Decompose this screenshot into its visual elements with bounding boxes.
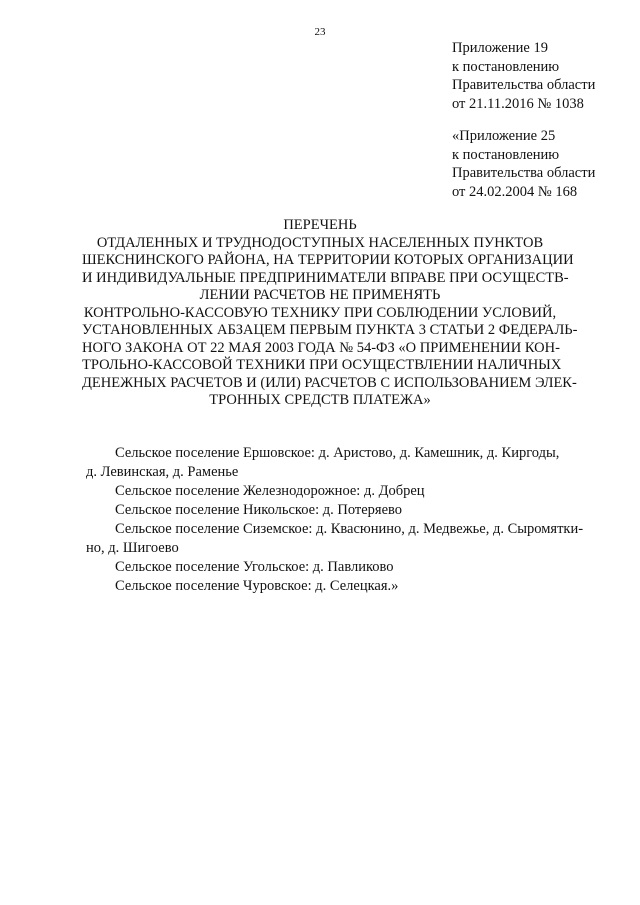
appendix-19-line-1: Приложение 19: [452, 40, 548, 56]
appendix-25-line-2: к постановлению: [452, 146, 560, 163]
title-heading: ПЕРЕЧЕНЬ: [283, 217, 357, 233]
document-title: [82, 217, 578, 410]
settlement-ugolskoe: Сельское поселение Угольское: д. Павликово: [115, 559, 394, 575]
settlement-sizemskoe-line-2: но, д. Шигоево: [86, 540, 179, 556]
title-line: ДЕНЕЖНЫХ РАСЧЕТОВ И (ИЛИ) РАСЧЕТОВ С ИСПОЛЬЗОВАНИЕМ ЭЛЕК-: [82, 374, 577, 391]
settlements-list: [86, 444, 584, 596]
settlement-nikolskoe: Сельское поселение Никольское: д. Потеряево: [115, 502, 403, 518]
settlement-zheleznodorozhnoe: Сельское поселение Железнодорожное: д. Добрец: [115, 483, 425, 499]
appendix-19-line-2: к постановлению: [452, 58, 560, 75]
title-line: УСТАНОВЛЕННЫХ АБЗАЦЕМ ПЕРВЫМ ПУНКТА 3 СТАТЬИ 2 ФЕДЕРАЛЬ-: [82, 322, 578, 338]
title-line: ТРОННЫХ СРЕДСТВ ПЛАТЕЖА»: [209, 392, 431, 408]
title-line: НОГО ЗАКОНА ОТ 22 МАЯ 2003 ГОДА № 54-ФЗ «О ПРИМЕНЕНИИ КОН-: [82, 339, 560, 356]
appendix-25-line-3: Правительства области: [452, 165, 596, 181]
title-line: ОТДАЛЕННЫХ И ТРУДНОДОСТУПНЫХ НАСЕЛЕННЫХ ПУНКТОВ: [96, 234, 544, 251]
appendix-19-line-3: Правительства области: [452, 77, 596, 93]
page-number: 23: [314, 26, 326, 38]
title-line: КОНТРОЛЬНО-КАССОВУЮ ТЕХНИКУ ПРИ СОБЛЮДЕНИИ УСЛОВИЙ,: [83, 304, 557, 321]
settlement-churovskoe: Сельское поселение Чуровское: д. Селецкая.»: [115, 578, 399, 594]
settlement-ershovskoe-line-2: д. Левинская, д. Раменье: [86, 464, 239, 480]
title-line: И ИНДИВИДУАЛЬНЫЕ ПРЕДПРИНИМАТЕЛИ ВПРАВЕ ПРИ ОСУЩЕСТВ-: [82, 269, 569, 286]
appendix-19-block: [452, 39, 632, 113]
appendix-25-block: [452, 127, 632, 201]
appendix-19-line-4: от 21.11.2016 № 1038: [452, 95, 584, 112]
settlement-sizemskoe-line-1: Сельское поселение Сиземское: д. Квасюнино, д. Медвежье, д. Сыромятки-: [115, 521, 584, 537]
title-line: ЛЕНИИ РАСЧЕТОВ НЕ ПРИМЕНЯТЬ: [199, 287, 441, 303]
appendix-25-line-4: от 24.02.2004 № 168: [452, 183, 578, 200]
appendix-25-line-1: «Приложение 25: [452, 128, 556, 144]
title-line: ШЕКСНИНСКОГО РАЙОНА, НА ТЕРРИТОРИИ КОТОРЫХ ОРГАНИЗАЦИИ: [82, 252, 574, 268]
settlement-ershovskoe-line-1: Сельское поселение Ершовское: д. Аристово, д. Камешник, д. Киргоды,: [115, 445, 560, 461]
title-line: ТРОЛЬНО-КАССОВОЙ ТЕХНИКИ ПРИ ОСУЩЕСТВЛЕНИИ НАЛИЧНЫХ: [82, 357, 562, 373]
